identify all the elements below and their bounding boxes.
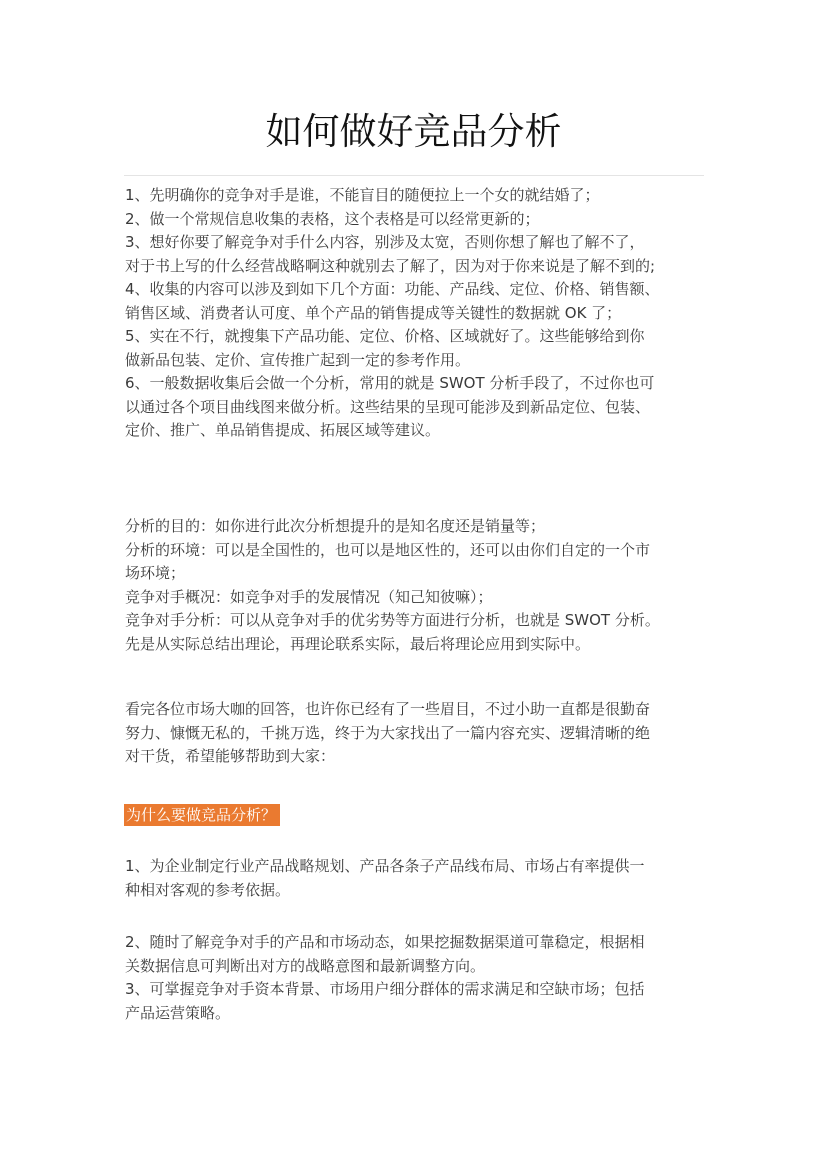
paragraph-line: 努力、慷慨无私的，千挑万选，终于为大家找出了一篇内容充实、逻辑清晰的绝 xyxy=(125,723,651,742)
section-steps xyxy=(125,184,715,443)
paragraph-line: 产品运营策略。 xyxy=(125,1003,231,1022)
title-divider xyxy=(124,175,704,176)
section-analysis-points xyxy=(125,515,715,656)
section-reason-2-3 xyxy=(125,931,715,1025)
paragraph-line: 种相对客观的参考依据。 xyxy=(125,880,291,899)
paragraph-line: 销售区域、消费者认可度、单个产品的销售提成等关键性的数据就 OK 了； xyxy=(125,303,622,322)
paragraph-line: 竞争对手概况：如竞争对手的发展情况（知己知彼嘛）； xyxy=(125,587,493,606)
paragraph-line: 做新品包装、定价、宣传推广起到一定的参考作用。 xyxy=(125,350,471,369)
paragraph-line: 以通过各个项目曲线图来做分析。这些结果的呈现可能涉及到新品定位、包装、 xyxy=(125,397,651,416)
paragraph-line: 对干货，希望能够帮助到大家： xyxy=(125,747,336,765)
paragraph-line: 分析的环境：可以是全国性的，也可以是地区性的，还可以由你们自定的一个市 xyxy=(125,540,651,559)
paragraph-line: 6、一般数据收集后会做一个分析，常用的就是 SWOT 分析手段了，不过你也可 xyxy=(125,374,655,392)
paragraph-line: 先是从实际总结出理论，再理论联系实际，最后将理论应用到实际中。 xyxy=(125,634,591,653)
paragraph-line: 分析的目的：如你进行此次分析想提升的是知名度还是销量等； xyxy=(125,517,546,535)
paragraph-line: 场环境； xyxy=(125,564,186,582)
paragraph-line: 1、先明确你的竞争对手是谁，不能盲目的随便拉上一个女的就结婚了； xyxy=(125,186,600,204)
document-title: 如何做好竞品分析 xyxy=(265,110,562,153)
paragraph-line: 对于书上写的什么经营战略啊这种就别去了解了，因为对于你来说是了解不到的; xyxy=(125,256,656,275)
paragraph-line: 2、做一个常规信息收集的表格，这个表格是可以经常更新的； xyxy=(125,209,540,228)
paragraph-line: 定价、推广、单品销售提成、拓展区域等建议。 xyxy=(125,421,441,439)
paragraph-line: 1、为企业制定行业产品战略规划、产品各条子产品线布局、市场占有率提供一 xyxy=(125,857,645,875)
paragraph-line: 5、实在不行，就搜集下产品功能、定位、价格、区域就好了。这些能够给到你 xyxy=(125,327,645,345)
highlight-heading: 为什么要做竞品分析？ xyxy=(124,804,280,826)
section-reason-1 xyxy=(125,855,715,902)
section-intro xyxy=(125,698,715,769)
paragraph-line: 关数据信息可判断出对方的战略意图和最新调整方向。 xyxy=(125,956,486,975)
paragraph-line: 竞争对手分析：可以从竞争对手的优劣势等方面进行分析，也就是 SWOT 分析。 xyxy=(125,611,660,629)
paragraph-line: 3、想好你要了解竞争对手什么内容，别涉及太宽，否则你想了解也了解不了， xyxy=(125,233,645,251)
paragraph-line: 4、收集的内容可以涉及到如下几个方面：功能、产品线、定位、价格、销售额、 xyxy=(125,280,660,298)
paragraph-line: 3、可掌握竞争对手资本背景、市场用户细分群体的需求满足和空缺市场；包括 xyxy=(125,980,645,998)
paragraph-line: 2、随时了解竞争对手的产品和市场动态，如果挖掘数据渠道可靠稳定，根据相 xyxy=(125,933,645,951)
paragraph-line: 看完各位市场大咖的回答，也许你已经有了一些眉目，不过小助一直都是很勤奋 xyxy=(125,700,651,718)
